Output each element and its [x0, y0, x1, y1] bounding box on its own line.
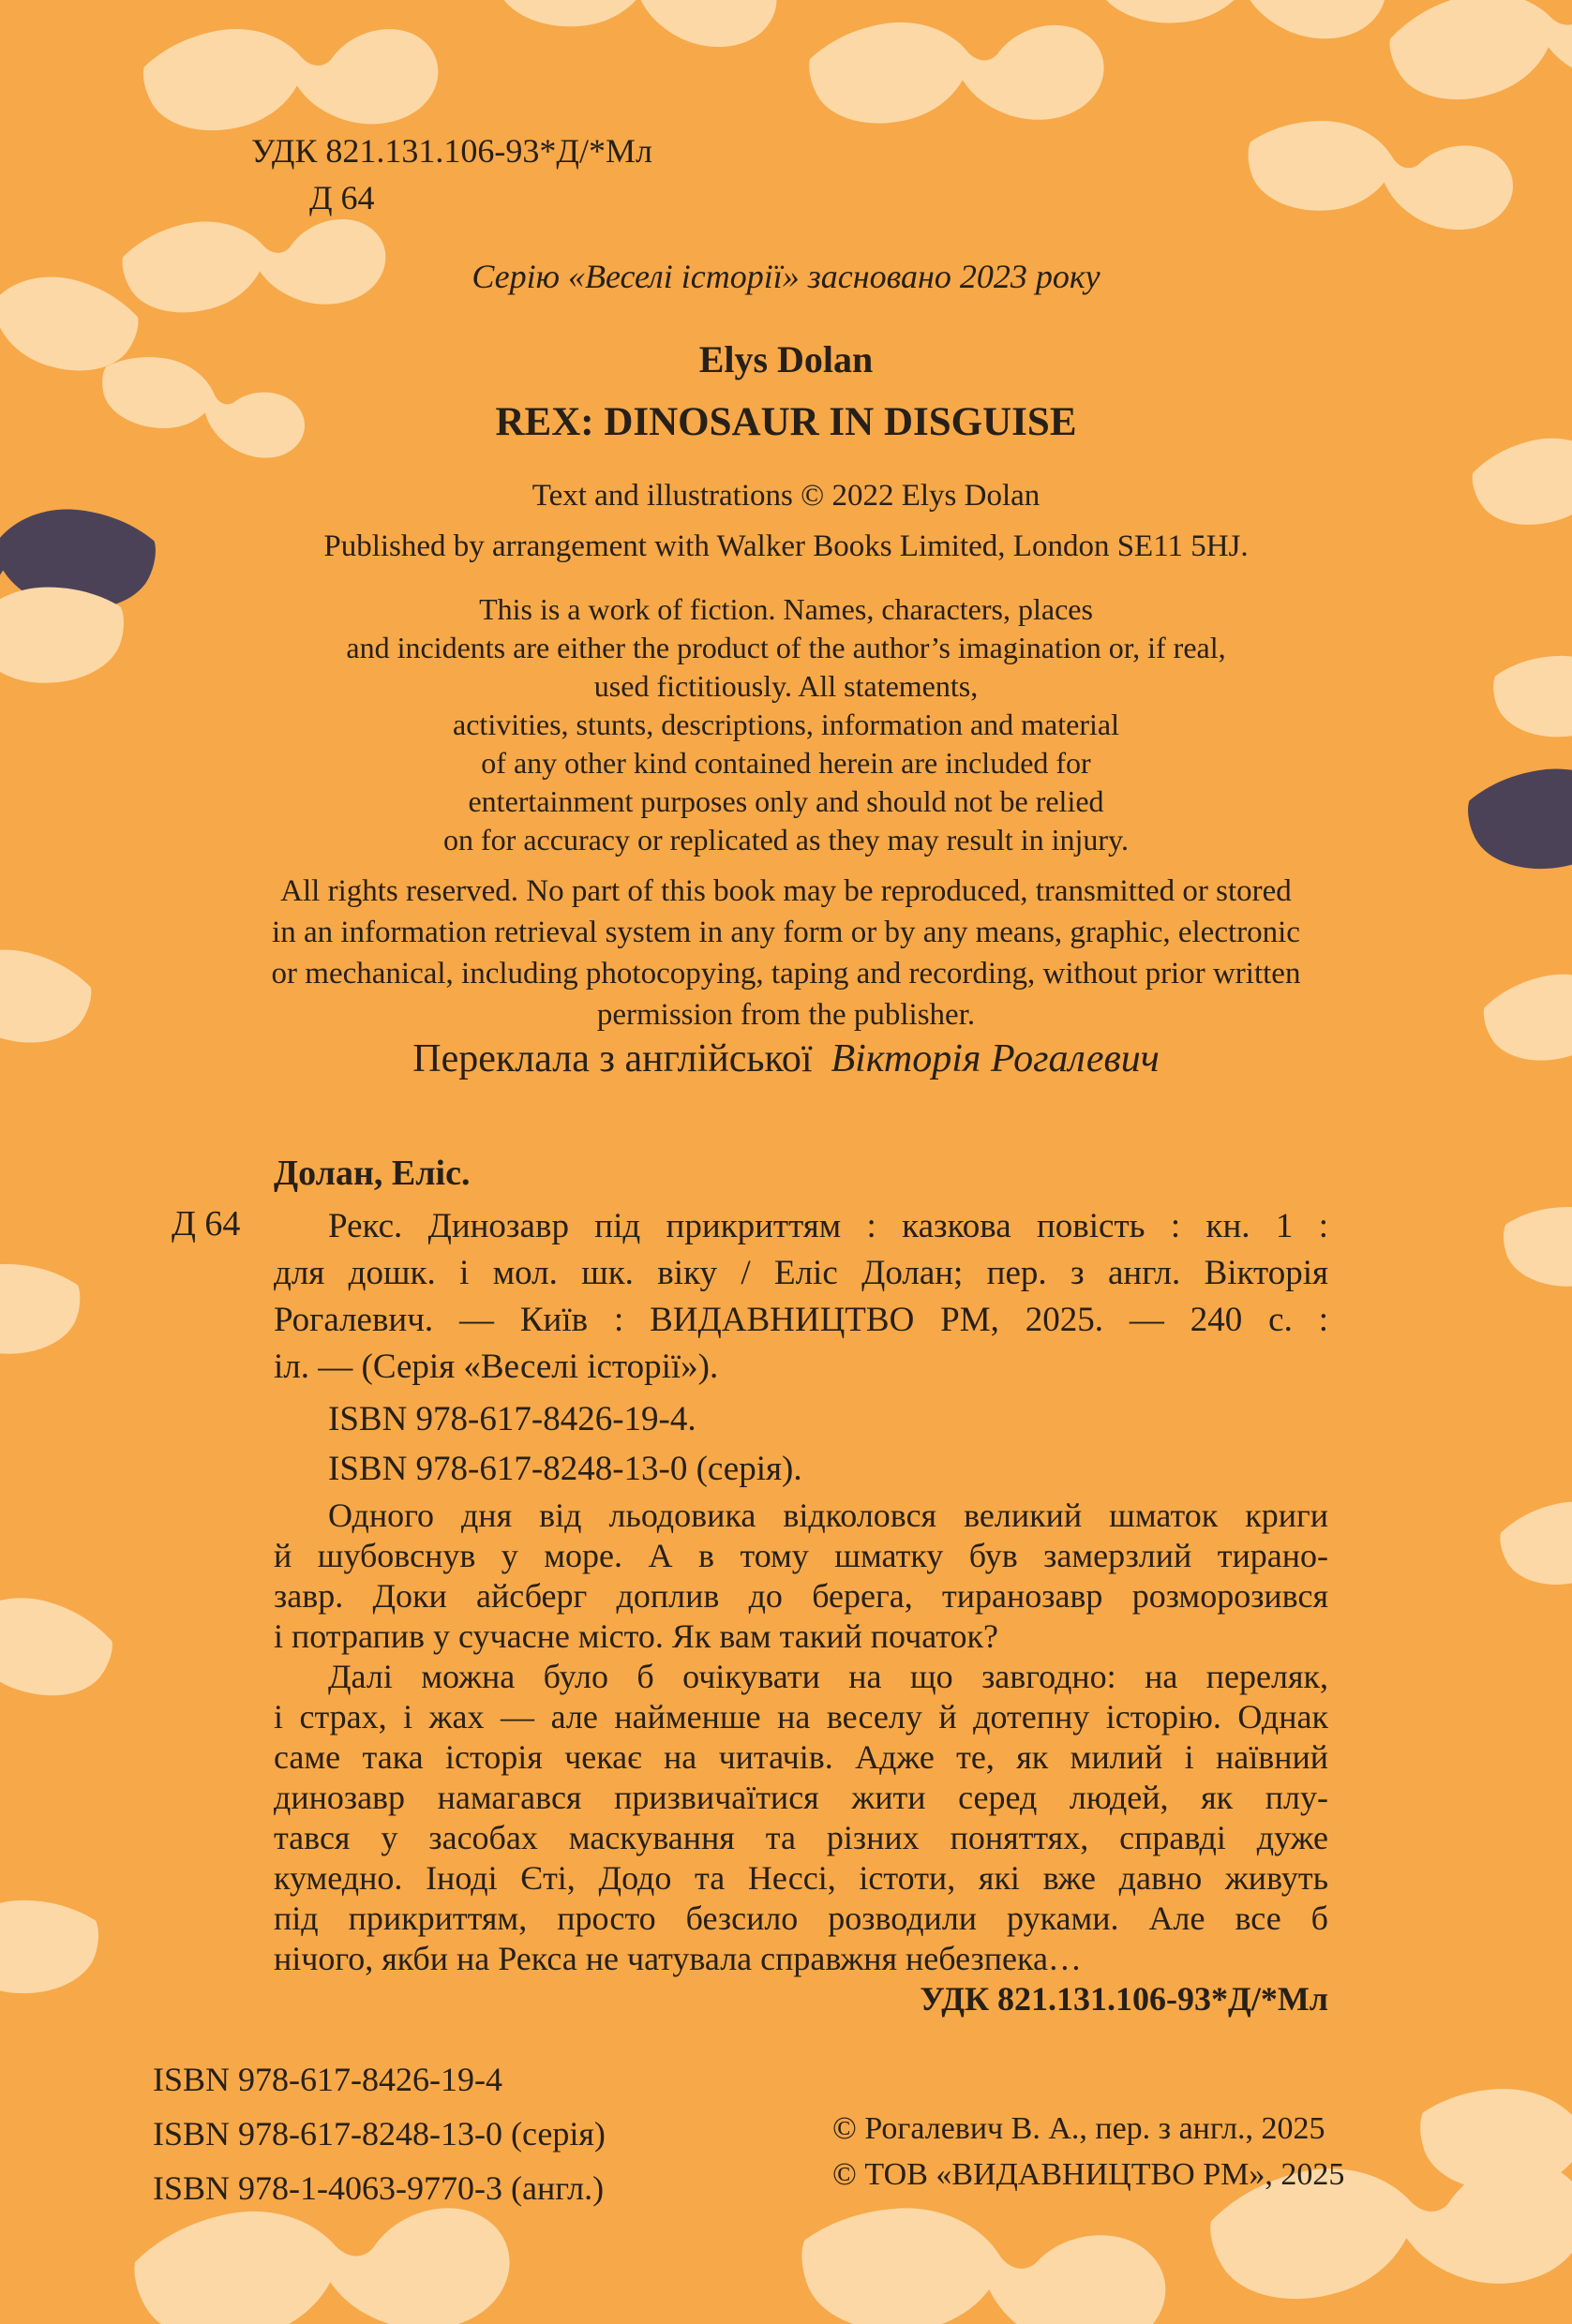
copyright-line: Text and illustrations © 2022 Elys Dolan	[531, 479, 1041, 513]
annotation-line: Далі можна було б очікувати на що завгодно: на переляк,	[328, 1658, 1328, 1695]
footer-copyright-list	[832, 2106, 1344, 2197]
series-note: Серію «Веселі історії» засновано 2023 року	[472, 258, 1100, 295]
disclaimer-line: entertainment purposes only and should not be relied	[468, 784, 1104, 818]
annotation-line: тався у засобах маскування та різних поняттях, справді дуже	[274, 1819, 1328, 1856]
copyright-line: Published by arrangement with Walker Books Limited, London SE11 5HJ.	[323, 529, 1249, 563]
disclaimer-line: and incidents are either the product of the author’s imagination or, if real,	[346, 631, 1226, 664]
annotation-line: нічого, якби на Рекса не чатувала справжня небезпека…	[274, 1940, 1082, 1977]
annotation-line: саме така історія чекає на читачів. Адже те, як милий і наївний	[274, 1738, 1328, 1776]
copyright-holder-line: © ТОВ «ВИДАВНИЦТВО РМ», 2025	[832, 2157, 1345, 2192]
isbn-line: ISBN 978-617-8426-19-4.	[328, 1400, 696, 1438]
bibliographic-cutter-code: Д 64	[172, 1204, 241, 1244]
mustache-icon	[789, 2191, 1185, 2324]
udc-code: УДК 821.131.106-93*Д/*Мл	[251, 132, 652, 170]
annotation-line: й шубовснув у море. А в тому шматку був замерзлий тирано-	[274, 1537, 1328, 1574]
mustache-icon	[1379, 0, 1572, 140]
mustache-icon	[0, 1560, 123, 1734]
bibliographic-entry-line: іл. — (Серія «Веселі історії»).	[274, 1348, 719, 1386]
annotation-line: і потрапив у сучасне місто. Як вам такий початок?	[274, 1617, 998, 1655]
udc-classification	[251, 127, 652, 221]
disclaimer-line: activities, stunts, descriptions, information and material	[453, 708, 1119, 741]
bibliographic-entry-line: Рогалевич. — Київ : ВИДАВНИЦТВО РМ, 2025. — 240 с. :	[274, 1301, 1328, 1339]
bibliographic-entry-line: Рекс. Динозавр під прикриттям : казкова повість : кн. 1 :	[328, 1207, 1328, 1245]
disclaimer-line: of any other kind contained herein are included for	[481, 746, 1091, 780]
isbn-line: ISBN 978-617-8248-13-0 (серія)	[153, 2115, 606, 2153]
annotation-line: Одного дня від льодовика відколовся великий шматок криги	[328, 1497, 1328, 1534]
disclaimer-line: used fictitiously. All statements,	[593, 669, 979, 703]
fiction-disclaimer	[0, 590, 1572, 859]
annotation-line: завр. Доки айсберг доплив до берега, тиранозавр розморозився	[274, 1577, 1328, 1615]
mustache-icon	[1236, 106, 1529, 260]
isbn-line: ISBN 978-617-8248-13-0 (серія).	[328, 1450, 802, 1488]
annotation-line: під прикриттям, просто безсило розводили руками. Але все б	[274, 1899, 1328, 1937]
mustache-icon	[0, 1249, 92, 1403]
footer-isbn-list	[153, 2052, 606, 2215]
translator-name: Вікторія Рогалевич	[831, 1037, 1160, 1080]
mustache-icon	[1083, 0, 1400, 68]
disclaimer-line: on for accuracy or replicated as they may result in injury.	[443, 823, 1129, 857]
mustache-icon	[1494, 1483, 1572, 1614]
rights-line: in an information retrieval system in any form or by any means, graphic, electronic	[272, 916, 1300, 949]
bibliographic-entry-line: для дошк. і мол. шк. віку / Еліс Долан; пер. з англ. Вікторія	[274, 1254, 1328, 1292]
bibliographic-author: Долан, Еліс.	[274, 1154, 471, 1193]
translator-credit	[0, 1036, 1572, 1081]
bibliographic-entry	[274, 1203, 1328, 1391]
mustache-icon	[1492, 1192, 1572, 1332]
mustache-icon	[802, 3, 1118, 156]
annotation-line: кумедно. Іноді Єті, Додо та Нессі, істоти, які вже давно живуть	[274, 1859, 1328, 1897]
bibliographic-isbn-list	[274, 1394, 802, 1494]
isbn-line: ISBN 978-617-8426-19-4	[153, 2061, 502, 2098]
mustache-icon	[481, 0, 793, 78]
rights-line: or mechanical, including photocopying, taping and recording, without prior written	[271, 957, 1301, 991]
book-title: REX: DINOSAUR IN DISGUISE	[495, 400, 1077, 444]
rights-notice	[0, 871, 1572, 1035]
mustache-icon	[0, 1884, 112, 2048]
disclaimer-line: This is a work of fiction. Names, characters, places	[479, 592, 1093, 626]
annotation-line: і страх, і жах — але найменше на веселу й дотепну історію. Однак	[274, 1698, 1328, 1736]
author-name: Elys Dolan	[698, 338, 874, 380]
annotation-line: динозавр намагався призвичаїтися жити серед людей, як плу-	[274, 1779, 1328, 1816]
author-cutter-code: Д 64	[309, 179, 375, 216]
rights-line: permission from the publisher.	[596, 998, 976, 1032]
isbn-line: ISBN 978-1-4063-9770-3 (англ.)	[153, 2169, 605, 2207]
udc-code-footer: УДК 821.131.106-93*Д/*Мл	[920, 1980, 1328, 2018]
annotation	[274, 1496, 1328, 1979]
rights-line: All rights reserved. No part of this book may be reproduced, transmitted or stored	[280, 874, 1292, 908]
copyright-holder-line: © Рогалевич В. А., пер. з англ., 2025	[832, 2111, 1325, 2146]
translator-prefix: Переклала з англійської	[412, 1037, 813, 1080]
